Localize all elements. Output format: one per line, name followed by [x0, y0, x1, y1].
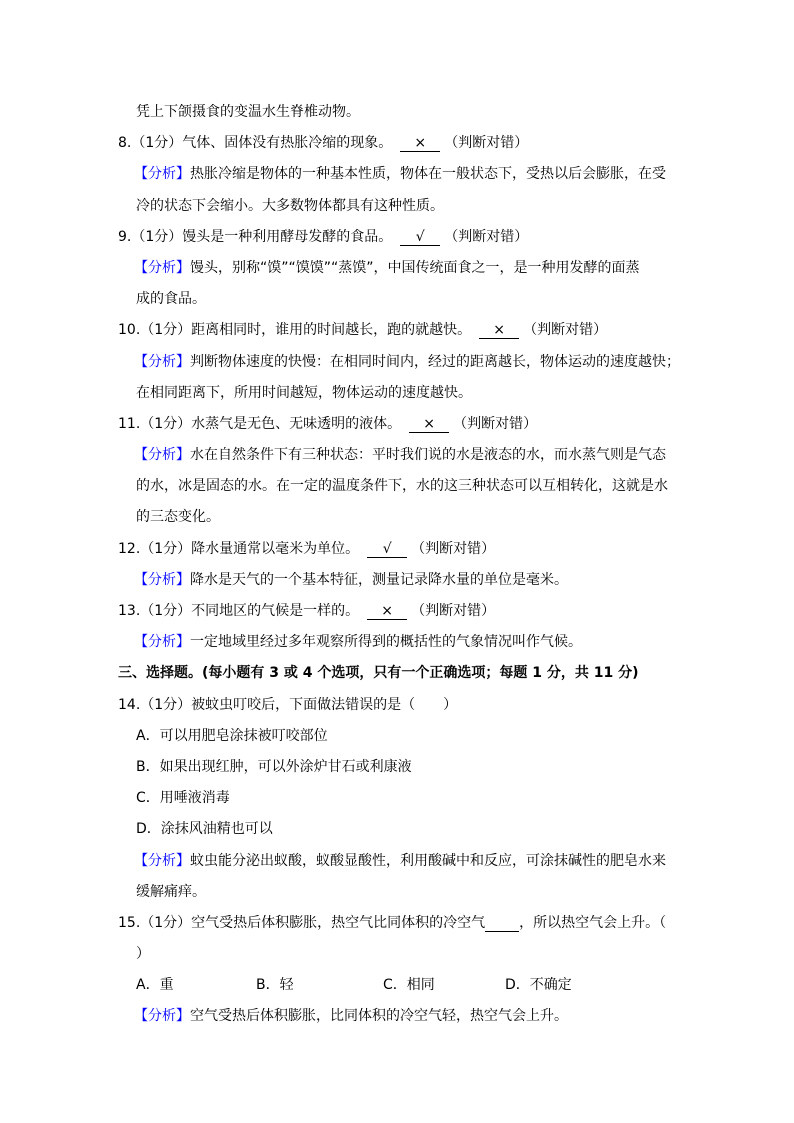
analysis-line: 的三态变化。 [136, 509, 220, 526]
judge-question [0, 409, 794, 440]
analysis-text: 热胀冷缩是物体的一种基本性质，物体在一般状态下，受热以后会膨胀，在受 [190, 166, 666, 183]
answer-blank [485, 915, 519, 932]
q7-continuation: 凭上下颌摄食的变温水生脊椎动物。 [136, 104, 360, 120]
question-number: 15.（1分） [118, 914, 192, 931]
question-text: 馒头是一种利用酵母发酵的食品。 [182, 228, 393, 245]
judge-suffix: （判断对错） [411, 540, 496, 557]
answer-blank: × [479, 322, 519, 339]
question-number: 12.（1分） [118, 540, 192, 557]
question-text: 气体、固体没有热胀冷缩的现象。 [182, 135, 393, 152]
q14-option-c: C．用唾液消毒 [136, 790, 230, 807]
question-number: 10.（1分） [118, 322, 192, 339]
question-number: 8.（1分） [118, 135, 183, 152]
q15-option-d: D．不确定 [505, 977, 572, 994]
analysis-line [0, 253, 794, 284]
q14-analysis-line: 缓解痛痒。 [136, 883, 206, 900]
analysis-line: 冷的状态下会缩小。大多数物体都具有这种性质。 [136, 197, 444, 214]
analysis-tag: 【分析】 [134, 166, 190, 183]
analysis-text: 水在自然条件下有三种状态：平时我们说的水是液态的水，而水蒸气则是气态 [190, 447, 666, 464]
answer-blank: × [367, 603, 407, 620]
analysis-tag: 【分析】 [134, 852, 190, 869]
question-text: 降水量通常以毫米为单位。 [191, 540, 360, 557]
answer-blank: × [400, 135, 440, 152]
q15-options [0, 970, 794, 1001]
q14-option-a: A．可以用肥皂涂抹被叮咬部位 [136, 727, 328, 744]
question-number: 9.（1分） [118, 228, 183, 245]
analysis-tag: 【分析】 [134, 634, 190, 651]
judge-question [0, 128, 794, 159]
question-text: 不同地区的气候是一样的。 [191, 603, 360, 619]
q15-option-b: B．轻 [256, 977, 294, 994]
analysis-text: 馒头，别称“馍”“馍馍”“蒸馍”，中国传统面食之一，是一种用发酵的面蒸 [190, 259, 640, 276]
analysis-line: 的水，冰是固态的水。在一定的温度条件下，水的这三种状态可以互相转化，这就是水 [136, 478, 668, 495]
analysis-tag: 【分析】 [134, 353, 190, 370]
analysis-line [0, 159, 794, 190]
question-text: 距离相同时，谁用的时间越长，跑的就越快。 [191, 322, 472, 339]
analysis-line [0, 627, 794, 658]
analysis-text: 蚊虫能分泌出蚁酸，蚁酸显酸性，利用酸碱中和反应，可涂抹碱性的肥皂水来 [190, 852, 666, 869]
judge-question [0, 222, 794, 253]
analysis-tag: 【分析】 [134, 571, 190, 588]
answer-blank: × [409, 416, 449, 433]
analysis-line [0, 565, 794, 596]
q15-analysis-line [0, 1001, 794, 1032]
judge-question [0, 596, 794, 627]
document-page [0, 97, 794, 1033]
analysis-text: 一定地域里经过多年观察所得到的概括性的气象情况叫作气候。 [190, 634, 582, 651]
question-number: 14.（1分） [118, 696, 192, 713]
analysis-line: 成的食品。 [136, 291, 206, 308]
judge-question [0, 534, 794, 565]
q15-close-paren: ） [136, 946, 150, 963]
judge-suffix: （判断对错） [444, 135, 529, 152]
q14-option-b: B．如果出现红肿，可以外涂炉甘石或利康液 [136, 758, 412, 775]
judge-suffix: （判断对错） [411, 603, 496, 619]
question-text: 水蒸气是无色、无味透明的液体。 [191, 415, 402, 432]
analysis-text: 空气受热后体积膨胀，比同体积的冷空气轻，热空气会上升。 [190, 1008, 568, 1025]
question-text: 被蚊虫叮咬后，下面做法错误的是（ ） [191, 696, 458, 713]
question-number: 11.（1分） [118, 415, 192, 432]
analysis-tag: 【分析】 [134, 1008, 190, 1025]
analysis-text: 判断物体速度的快慢：在相同时间内，经过的距离越长，物体运动的速度越快； [190, 353, 680, 370]
judge-question [0, 315, 794, 346]
analysis-tag: 【分析】 [134, 447, 190, 464]
question-number: 13.（1分） [118, 603, 192, 619]
analysis-line: 在相同距离下，所用时间越短，物体运动的速度越快。 [136, 384, 472, 401]
analysis-tag: 【分析】 [134, 259, 190, 276]
question-14 [0, 690, 794, 721]
q14-option-d: D．涂抹风油精也可以 [136, 821, 273, 838]
answer-blank: √ [400, 229, 440, 246]
q15-option-c: C．相同 [383, 977, 435, 994]
analysis-line [0, 347, 794, 378]
judge-suffix: （判断对错） [444, 228, 529, 245]
answer-blank: √ [367, 541, 407, 558]
analysis-text: 降水是天气的一个基本特征，测量记录降水量的单位是毫米。 [190, 571, 568, 588]
q15-option-a: A．重 [136, 977, 174, 994]
section-3-heading: 三、选择题。(每小题有 3 或 4 个选项，只有一个正确选项；每题 1 分，共 11 分) [118, 665, 639, 682]
question-text: ，所以热空气会上升。（ [519, 914, 667, 931]
judge-suffix: （判断对错） [523, 322, 608, 339]
question-15 [0, 908, 794, 939]
analysis-line [0, 440, 794, 471]
judge-suffix: （判断对错） [453, 415, 538, 432]
question-text: 空气受热后体积膨胀，热空气比同体积的冷空气 [191, 914, 486, 931]
q14-analysis-line [0, 846, 794, 877]
